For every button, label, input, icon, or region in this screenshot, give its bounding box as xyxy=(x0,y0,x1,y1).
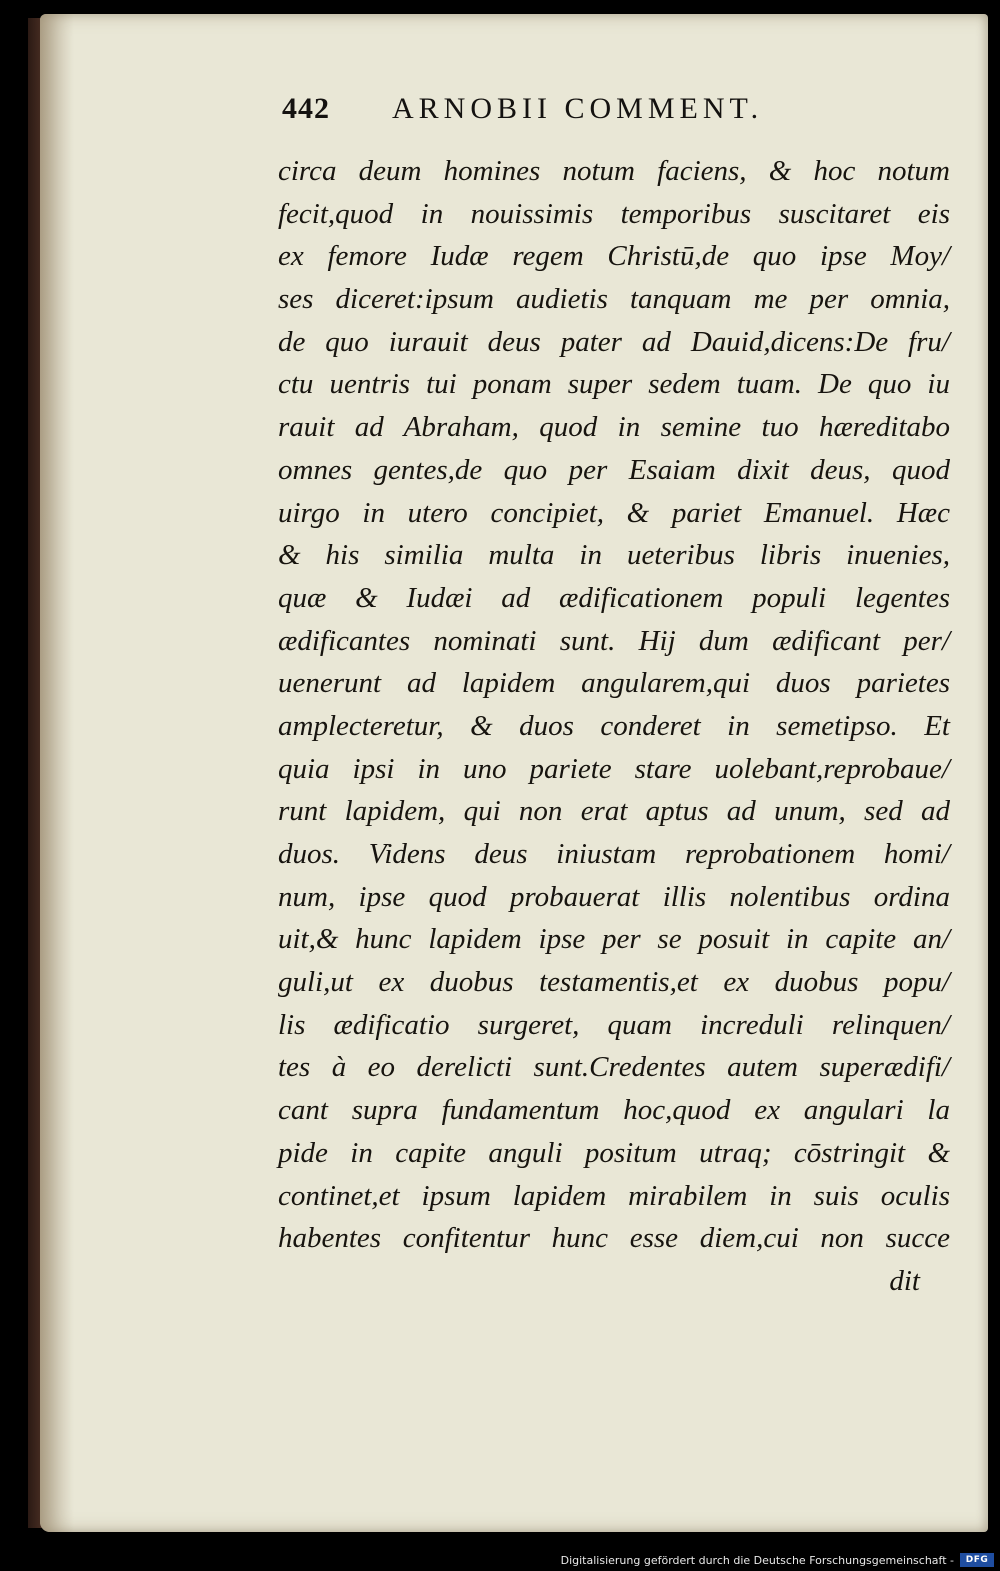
text-line: fecit,quod in nouissimis temporibus suscitaret eis xyxy=(278,197,950,230)
text-line: & his similia multa in ueteribus libris inuenies, xyxy=(278,539,950,572)
text-line: uenerunt ad lapidem angularem,qui duos parietes xyxy=(278,667,950,700)
text-line: amplecteretur, & duos conderet in semetipso. Et xyxy=(278,709,950,742)
text-line: rauit ad Abraham, quod in semine tuo hæreditabo xyxy=(278,411,950,444)
text-line: ex femore Iudæ regem Christū,de quo ipse Moy/ xyxy=(278,240,950,273)
text-line: circa deum homines notum faciens, & hoc notum xyxy=(278,155,950,187)
text-line: lis ædificatio surgeret, quam increduli relinquen/ xyxy=(278,1008,950,1041)
text-line: habentes confitentur hunc esse diem,cui non succe xyxy=(278,1222,950,1255)
digitization-credit xyxy=(561,1553,994,1567)
text-line: cant supra fundamentum hoc,quod ex angulari la xyxy=(278,1094,950,1127)
text-line: ædificantes nominati sunt. Hij dum ædificant per/ xyxy=(278,624,950,657)
text-line: quæ & Iudæi ad ædificationem populi legentes xyxy=(278,581,950,614)
catchword: dit xyxy=(889,1264,920,1297)
text-line: uit,& hunc lapidem ipse per se posuit in capite an/ xyxy=(278,923,950,956)
running-head xyxy=(282,92,902,126)
text-line: num, ipse quod probauerat illis nolentibus ordina xyxy=(278,880,950,913)
text-line: runt lapidem, qui non erat aptus ad unum, sed ad xyxy=(278,795,950,828)
text-line: quia ipsi in uno pariete stare uolebant,reprobaue/ xyxy=(278,752,950,785)
credit-text: Digitalisierung gefördert durch die Deutsche Forschungsgemeinschaft - xyxy=(560,1553,954,1567)
page-number: 442 xyxy=(282,92,330,125)
dfg-logo: DFG xyxy=(960,1553,994,1567)
running-title: ARNOBII COMMENT. xyxy=(392,92,764,125)
text-line: ses diceret:ipsum audietis tanquam me per omnia, xyxy=(278,283,950,316)
text-line: uirgo in utero concipiet, & pariet Emanuel. Hæc xyxy=(278,496,950,529)
text-line: tes à eo derelicti sunt.Credentes autem superædifi/ xyxy=(278,1051,950,1084)
text-line: ctu uentris tui ponam super sedem tuam. De quo iu xyxy=(278,368,950,401)
text-line: de quo iurauit deus pater ad Dauid,dicens:De fru/ xyxy=(278,325,950,358)
text-line: duos. Videns deus iniustam reprobationem homi/ xyxy=(278,838,950,870)
body-text xyxy=(278,150,950,1303)
text-line: pide in capite anguli positum utraq; cōstringit & xyxy=(278,1136,950,1169)
text-line: continet,et ipsum lapidem mirabilem in suis oculis xyxy=(278,1179,950,1212)
text-line: omnes gentes,de quo per Esaiam dixit deus, quod xyxy=(278,453,950,486)
text-line: guli,ut ex duobus testamentis,et ex duobus popu/ xyxy=(278,966,950,999)
